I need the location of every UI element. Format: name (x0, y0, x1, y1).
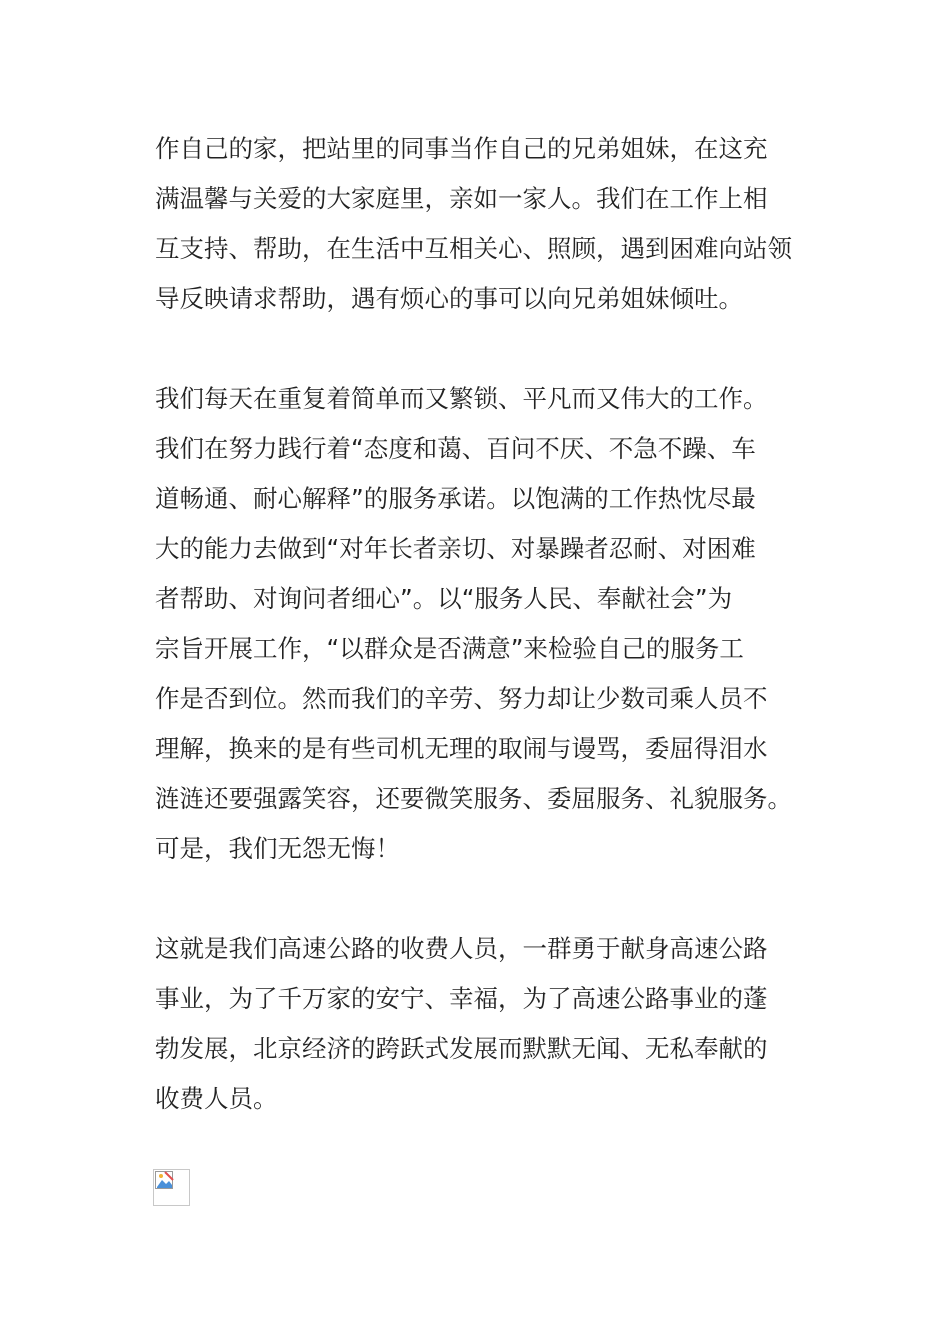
document-body (155, 124, 800, 1174)
broken-image-icon (155, 1171, 175, 1191)
paragraph-3: 这就是我们高速公路的收费人员，一群勇于献身高速公路 事业，为了千万家的安宁、幸福，为了高速公路事业的蓬 勃发展，北京经济的跨跃式发展而默默无闻、无私奉献的 收费人员。 (155, 934, 768, 1113)
paragraph-1: 作自己的家，把站里的同事当作自己的兄弟姐妹，在这充 满温馨与关爱的大家庭里，亲如一家人。我们在工作上相 互支持、帮助，在生活中互相关心、照顾，遇到困难向站领 导反映请求帮助，遇有烦心的事可以向兄弟姐妹倾吐。 (155, 134, 792, 313)
paragraph-2: 我们每天在重复着简单而又繁锁、平凡而又伟大的工作。 我们在努力践行着“态度和蔼、百问不厌、不急不躁、车 道畅通、耐心解释”的服务承诺。以饱满的工作热忱尽最 大的能力去做到“对年长者亲切、对暴躁者忍耐、对困难 者帮助、对询问者细心”。以“服务人民、奉献社会”为 宗旨开展工作，“以群众是否满意”来检验自己的服务工 作是否到位。然而我们的辛劳、努力却让少数司乘人员不 理解，换来的是有些司机无理的取闹与谩骂，委屈得泪水 涟涟还要强露笑容，还要微笑服务、委屈服务、礼貌服务。 可是，我们无怨无悔！ (155, 384, 792, 863)
broken-image-placeholder (153, 1169, 190, 1206)
